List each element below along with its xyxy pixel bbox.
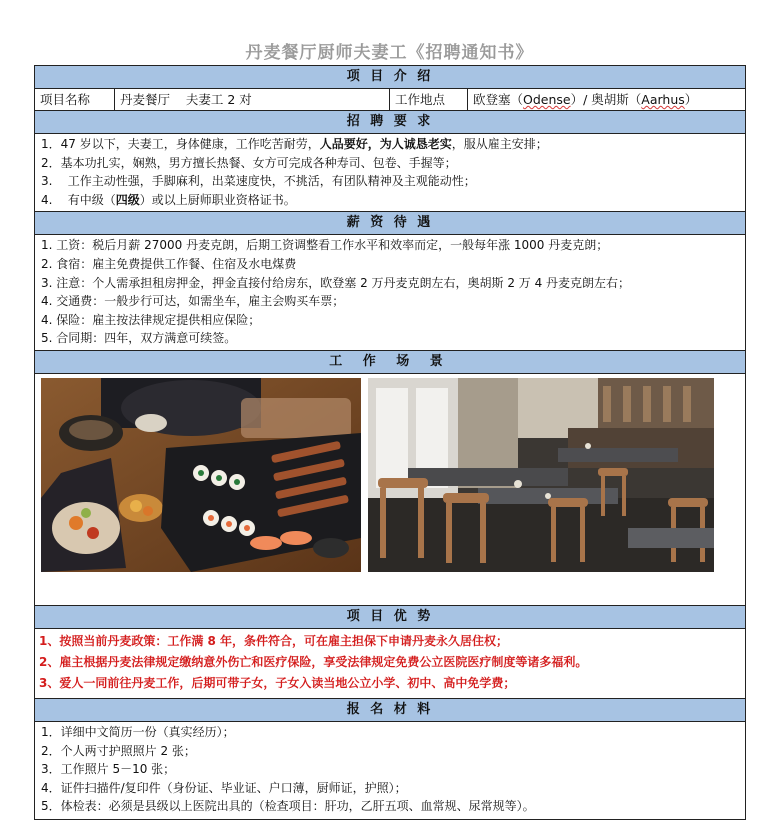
location-odense: Odense [523, 92, 571, 107]
requirement-text: ，服从雇主安排； [451, 137, 548, 151]
restaurant-interior-photo [368, 378, 714, 572]
page-title: 丹麦餐厅厨师夫妻工《招聘通知书》 [245, 43, 534, 63]
material-item: 2．个人两寸护照照片 2 张； [41, 743, 196, 758]
requirement-text: 1．47 岁以下，夫妻工，身体健康，工作吃苦耐劳， [41, 137, 320, 151]
location-aarhus: Aarhus [641, 92, 685, 107]
sushi-platter-photo [41, 378, 361, 572]
material-item: 5．体检表：必须是县级以上医院出具的（检查项目：肝功，乙肝五项、血常规、尿常规等）。 [41, 799, 535, 814]
location-prefix: 欧登塞（ [473, 92, 524, 107]
work-location-label: 工作地点 [390, 89, 468, 110]
requirement-item [35, 135, 745, 154]
materials-section [35, 722, 745, 819]
requirement-emphasis: 四级 [115, 192, 140, 207]
requirements-header: 招 聘 要 求 [35, 111, 745, 134]
project-info-row [35, 89, 745, 111]
advantages-header: 项 目 优 势 [35, 606, 745, 629]
work-scene-header: 工 作 场 景 [35, 351, 745, 374]
location-separator: ）/ 奥胡斯（ [570, 92, 642, 107]
work-location-value [468, 89, 745, 110]
requirement-text: 4. 有中级（ [41, 192, 116, 207]
salary-item: 2. 食宿：雇主免费提供工作餐、住宿及水电煤费 [41, 256, 297, 271]
material-item: 1．详细中文简历一份（真实经历）； [41, 724, 235, 739]
project-name-label: 项目名称 [35, 89, 115, 110]
requirement-item: 3. 工作主动性强，手脚麻利，出菜速度快，不挑活，有团队精神及主观能动性； [41, 174, 476, 189]
material-item: 3．工作照片 5－10 张； [41, 762, 176, 777]
salary-item: 4. 保险：雇主按法律规定提供相应保险； [41, 312, 261, 327]
salary-item: 5. 合同期：四年，双方满意可续签。 [41, 331, 237, 346]
salary-section [35, 235, 745, 351]
materials-header: 报 名 材 料 [35, 699, 745, 722]
project-intro-header: 项 目 介 绍 [35, 66, 745, 89]
location-suffix: ） [684, 92, 698, 107]
project-name-value: 丹麦餐厅 夫妻工 2 对 [115, 89, 390, 110]
recruitment-sheet [34, 65, 746, 820]
advantages-section [35, 629, 745, 699]
requirement-text: ）或以上厨师职业资格证书。 [139, 192, 296, 207]
requirements-section [35, 134, 745, 212]
advantage-item: 3、爱人一同前往丹麦工作，后期可带子女，子女入读当地公立小学、初中、高中免学费； [39, 675, 516, 690]
advantage-item: 1、按照当前丹麦政策：工作满 8 年，条件符合，可在雇主担保下申请丹麦永久居住权； [39, 633, 509, 648]
salary-item: 4. 交通费：一般步行可达，如需坐车，雇主会购买车票； [41, 294, 345, 309]
requirement-item: 2．基本功扎实，娴熟，男方擅长热餐、女方可完成各种寿司、包卷、手握等； [41, 155, 457, 170]
work-scene-photos [35, 374, 745, 606]
requirement-item [35, 191, 745, 210]
advantage-item: 2、雇主根据丹麦法律规定缴纳意外伤亡和医疗保险，享受法律规定免费公立医院医疗制度等诸多福利。 [39, 654, 588, 669]
salary-item: 3. 注意：个人需承担租房押金，押金直接付给房东，欧登塞 2 万丹麦克朗左右，奥胡斯 2 万 4 丹麦克朗左右； [41, 275, 631, 290]
salary-header: 薪 资 待 遇 [35, 212, 745, 235]
salary-item: 1. 工资：税后月薪 27000 丹麦克朗，后期工资调整看工作水平和效率而定，一般每年涨 1000 丹麦克朗； [41, 238, 609, 253]
requirement-emphasis: 人品要好，为人诚恳老实 [319, 137, 452, 151]
material-item: 4．证件扫描件/复印件（身份证、毕业证、户口薄，厨师证，护照）； [41, 780, 407, 795]
